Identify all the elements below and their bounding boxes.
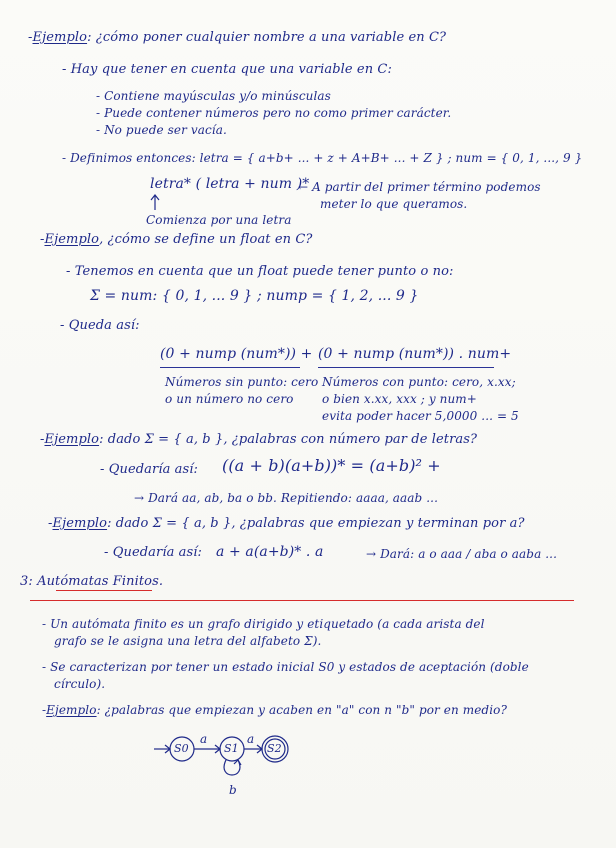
example-label: Ejemplo: [32, 30, 88, 45]
example-1-expression-note: ← A partir del primer término podemos: [298, 180, 541, 194]
section-3-paragraph: - Se caracterizan por tener un estado inicial S0 y estados de aceptación (doble: [42, 660, 529, 674]
section-3-paragraph: - Un autómata finito es un grafo dirigido y etiquetado (a cada arista del: [42, 617, 485, 631]
section-3-underline: [56, 590, 152, 591]
example-2-heading: -Ejemplo, ¿cómo se define un float en C?: [40, 232, 313, 247]
example-4-question: : dado Σ = { a, b }, ¿palabras que empiezan y terminan por a?: [107, 516, 525, 531]
example-4-formula: a + a(a+b)* . a: [216, 544, 324, 560]
example-3-quedaria: - Quedaría así:: [100, 462, 199, 477]
example-2-caption-a: o un número no cero: [165, 392, 294, 406]
section-3-divider: [30, 600, 574, 601]
edge-s1-s2-label: a: [247, 732, 255, 746]
example-5-question: : ¿palabras que empiezan y acaben en "a" con n "b" por en medio?: [96, 703, 508, 717]
example-label: Ejemplo: [46, 703, 97, 717]
example-1-expression-note: meter lo que queramos.: [320, 197, 468, 211]
up-arrow-icon: [150, 194, 160, 210]
state-s1-label: S1: [224, 742, 239, 755]
loop-s1: [224, 760, 240, 775]
example-3-question: : dado Σ = { a, b }, ¿palabras con número par de letras?: [99, 432, 478, 447]
section-3-paragraph: círculo).: [54, 677, 106, 691]
example-2-caption-b: o bien x.xx, xxx ; y num+: [322, 392, 477, 406]
example-4-quedaria: - Quedaría así:: [104, 545, 203, 560]
example-label: Ejemplo: [44, 232, 100, 247]
state-s2-label: S2: [267, 742, 282, 755]
example-1-question: : ¿cómo poner cualquier nombre a una variable en C?: [87, 30, 447, 45]
example-2-caption-b: Números con punto: cero, x.xx;: [322, 375, 516, 389]
example-2-underline-b: [318, 367, 494, 368]
example-1-bullet: - Puede contener números pero no como primer carácter.: [96, 106, 452, 120]
example-1-arrow-note: Comienza por una letra: [146, 213, 292, 227]
example-4-heading: -Ejemplo: dado Σ = { a, b }, ¿palabras que empiezan y terminan por a?: [48, 516, 525, 531]
section-3-title: 3: Autómatas Finitos.: [20, 574, 164, 589]
example-1-expression: letra* ( letra + num )*: [150, 176, 310, 192]
example-2-caption-a: Números sin punto: cero: [165, 375, 319, 389]
example-2-underline-a: [160, 367, 300, 368]
example-1-definition: - Definimos entonces: letra = { a+b+ ... + z + A+B+ ... + Z } ; num = { 0, 1, ..., 9 }: [62, 151, 583, 165]
example-5-heading: -Ejemplo: ¿palabras que empiezan y acaben en "a" con n "b" por en medio?: [42, 703, 508, 717]
example-1-heading: -Ejemplo: ¿cómo poner cualquier nombre a una variable en C?: [28, 30, 447, 45]
example-3-formula: ((a + b)(a+b))* = (a+b)² +: [222, 456, 441, 475]
example-1-bullet: - No puede ser vacía.: [96, 123, 227, 137]
example-4-result: → Dará: a o aaa / aba o aaba ...: [366, 547, 557, 561]
example-3-heading: -Ejemplo: dado Σ = { a, b }, ¿palabras con número par de letras?: [40, 432, 478, 447]
example-2-caption-b: evita poder hacer 5,0000 ... = 5: [322, 409, 519, 423]
example-label: Ejemplo: [52, 516, 108, 531]
loop-s1-label: b: [229, 783, 237, 797]
section-3-paragraph: grafo se le asigna una letra del alfabeto Σ).: [54, 634, 322, 648]
edge-s0-s1-label: a: [200, 732, 208, 746]
example-2-question: , ¿cómo se define un float en C?: [99, 232, 313, 247]
example-2-sigma: Σ = num: { 0, 1, ... 9 } ; nump = { 1, 2, ... 9 }: [90, 288, 419, 304]
example-2-note: - Tenemos en cuenta que un float puede tener punto o no:: [66, 264, 454, 279]
example-2-formula-b: (0 + nump (num*)) . num+: [318, 346, 512, 362]
example-2-queda: - Queda así:: [60, 318, 140, 333]
example-3-result: → Dará aa, ab, ba o bb. Repitiendo: aaaa, aaab ...: [134, 491, 438, 505]
example-1-note: - Hay que tener en cuenta que una variable en C:: [62, 62, 392, 77]
example-label: Ejemplo: [44, 432, 100, 447]
state-s0-label: S0: [174, 742, 189, 755]
example-2-formula-a: (0 + nump (num*)) +: [160, 346, 313, 362]
example-1-bullet: - Contiene mayúsculas y/o minúsculas: [96, 89, 331, 103]
